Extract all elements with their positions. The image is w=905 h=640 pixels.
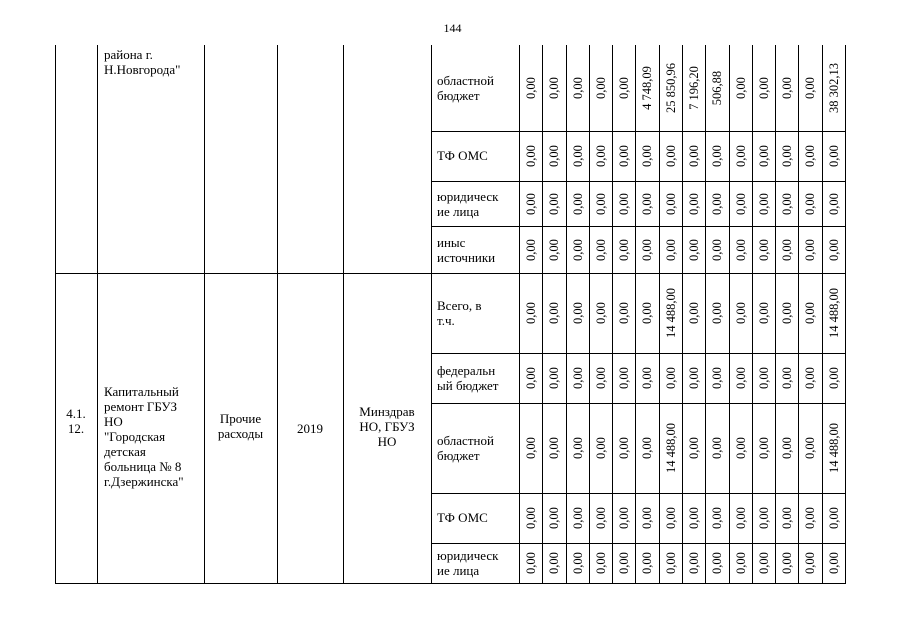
- value-text: 0,00: [547, 192, 561, 215]
- value-text: 0,00: [640, 192, 654, 215]
- item-value-cell: [635, 353, 659, 403]
- value-text: 0,00: [733, 77, 748, 99]
- item-value-cell: [822, 493, 845, 543]
- cont-source-label: областной бюджет: [437, 73, 494, 103]
- item-value-cell: [822, 273, 845, 353]
- value-text: 0,00: [523, 192, 538, 215]
- item-source-label: федеральн ый бюджет: [437, 363, 499, 393]
- item-value-cell: [682, 273, 705, 353]
- executor: Минздрав НО, ГБУЗ НО: [359, 404, 415, 449]
- value-text: 0,00: [523, 437, 538, 459]
- item-value-cell: [519, 353, 542, 403]
- cont-value-cell: [542, 45, 566, 131]
- value-text: 0,00: [686, 145, 701, 167]
- value-text: 0,00: [803, 302, 817, 324]
- value-text: 0,00: [640, 437, 654, 459]
- value-text: 0,00: [686, 238, 701, 261]
- value-text: 0,00: [733, 145, 748, 167]
- value-text: 0,00: [710, 552, 724, 574]
- item-value-cell: [519, 273, 542, 353]
- value-text: 0,00: [523, 507, 538, 529]
- item-value-cell: [822, 403, 845, 493]
- value-text: 0,00: [616, 367, 631, 389]
- value-text: 0,00: [547, 77, 561, 99]
- value-text: 0,00: [640, 552, 654, 574]
- value-text: 0,00: [756, 77, 771, 99]
- cont-value-cell: [775, 45, 798, 131]
- value-text: 14 488,00: [663, 423, 678, 473]
- value-text: 25 850,96: [663, 63, 678, 113]
- cont-value-cell: [682, 131, 705, 181]
- cont-value-cell: [635, 226, 659, 273]
- cont-value-cell: [659, 226, 682, 273]
- value-text: 0,00: [779, 437, 794, 459]
- value-text: 0,00: [593, 192, 608, 215]
- value-text: 0,00: [570, 552, 585, 574]
- value-text: 0,00: [593, 507, 608, 529]
- item-value-cell: [635, 493, 659, 543]
- cont-value-cell: [752, 181, 775, 226]
- cont-value-cell: [775, 131, 798, 181]
- value-text: 0,00: [733, 437, 748, 459]
- item-value-cell: [775, 543, 798, 583]
- item-value-cell: [635, 403, 659, 493]
- cont-value-cell: [612, 181, 635, 226]
- value-text: 0,00: [779, 302, 794, 324]
- value-text: 0,00: [547, 437, 561, 459]
- item-value-cell: [519, 543, 542, 583]
- value-text: 0,00: [733, 192, 748, 215]
- item-value-cell: [542, 493, 566, 543]
- item-value-cell: [566, 403, 589, 493]
- cont-value-cell: [822, 226, 845, 273]
- cont-value-cell: [566, 181, 589, 226]
- value-text: 0,00: [523, 145, 538, 167]
- item-value-cell: [729, 543, 752, 583]
- item-value-cell: [566, 543, 589, 583]
- cont-value-cell: [752, 45, 775, 131]
- value-text: 0,00: [756, 302, 771, 324]
- value-text: 0,00: [570, 192, 585, 215]
- cont-source-label: юридическ ие лица: [437, 188, 499, 219]
- item-value-cell: [542, 403, 566, 493]
- value-text: 0,00: [570, 302, 585, 324]
- cont-value-cell: [589, 131, 612, 181]
- cont-value-cell: [705, 226, 729, 273]
- item-value-cell: [798, 403, 822, 493]
- cont-value-cell: [659, 131, 682, 181]
- cont-value-cell: [635, 45, 659, 131]
- item-value-cell: [542, 543, 566, 583]
- value-text: 0,00: [779, 552, 794, 574]
- cont-value-cell: [798, 45, 822, 131]
- value-text: 0,00: [570, 367, 585, 389]
- value-text: 0,00: [733, 552, 748, 574]
- cont-value-cell: [566, 45, 589, 131]
- value-text: 0,00: [756, 552, 771, 574]
- value-text: 0,00: [826, 507, 841, 529]
- item-value-cell: [705, 493, 729, 543]
- item-value-cell: [822, 543, 845, 583]
- item-source-label: областной бюджет: [437, 433, 494, 463]
- cont-value-cell: [519, 226, 542, 273]
- value-text: 0,00: [710, 437, 724, 459]
- item-value-cell: [752, 353, 775, 403]
- value-text: 0,00: [663, 192, 678, 215]
- value-text: 0,00: [663, 238, 678, 261]
- value-text: 0,00: [826, 192, 841, 215]
- value-text: 0,00: [756, 238, 771, 261]
- cont-value-cell: [752, 226, 775, 273]
- cont-value-cell: [798, 131, 822, 181]
- item-source-label: Всего, в т.ч.: [437, 298, 482, 328]
- value-text: 14 488,00: [826, 288, 841, 338]
- value-text: 0,00: [616, 192, 631, 215]
- item-value-cell: [566, 273, 589, 353]
- cont-value-cell: [519, 131, 542, 181]
- value-text: 0,00: [523, 367, 538, 389]
- value-text: 0,00: [616, 145, 631, 167]
- value-text: 0,00: [640, 238, 654, 261]
- cont-value-cell: [542, 226, 566, 273]
- value-text: 0,00: [733, 507, 748, 529]
- value-text: 0,00: [547, 552, 561, 574]
- item-value-cell: [775, 353, 798, 403]
- value-text: 0,00: [640, 367, 654, 389]
- value-text: 0,00: [570, 507, 585, 529]
- value-text: 0,00: [803, 77, 817, 99]
- value-text: 0,00: [663, 367, 678, 389]
- value-text: 0,00: [593, 238, 608, 261]
- value-text: 0,00: [523, 77, 538, 99]
- cont-value-cell: [589, 181, 612, 226]
- cont-value-cell: [589, 226, 612, 273]
- item-value-cell: [798, 273, 822, 353]
- value-text: 0,00: [616, 507, 631, 529]
- cont-value-cell: [822, 45, 845, 131]
- cont-value-cell: [542, 181, 566, 226]
- item-value-cell: [612, 403, 635, 493]
- page-number: 144: [443, 21, 462, 35]
- item-value-cell: [566, 493, 589, 543]
- value-text: 0,00: [616, 77, 631, 99]
- item-value-cell: [775, 273, 798, 353]
- value-text: 0,00: [686, 367, 701, 389]
- cont-value-cell: [822, 181, 845, 226]
- value-text: 0,00: [710, 367, 724, 389]
- value-text: 0,00: [710, 302, 724, 324]
- cont-value-cell: [705, 45, 729, 131]
- value-text: 0,00: [547, 145, 561, 167]
- cont-value-cell: [705, 131, 729, 181]
- item-source-label: ТФ ОМС: [437, 510, 488, 525]
- value-text: 0,00: [593, 437, 608, 459]
- expense-type: Прочие расходы: [217, 411, 264, 441]
- cont-value-cell: [612, 45, 635, 131]
- cont-value-cell: [822, 131, 845, 181]
- cont-value-cell: [729, 131, 752, 181]
- item-value-cell: [752, 543, 775, 583]
- cont-value-cell: [729, 226, 752, 273]
- cont-value-cell: [798, 226, 822, 273]
- cont-source-label: иныс источники: [437, 234, 496, 265]
- value-text: 0,00: [779, 367, 794, 389]
- value-text: 0,00: [616, 437, 631, 459]
- item-value-cell: [659, 493, 682, 543]
- cont-value-cell: [612, 131, 635, 181]
- value-text: 0,00: [733, 367, 748, 389]
- value-text: 0,00: [803, 367, 817, 389]
- value-text: 0,00: [640, 145, 654, 167]
- cont-value-cell: [705, 181, 729, 226]
- value-text: 0,00: [826, 552, 841, 574]
- value-text: 0,00: [593, 302, 608, 324]
- value-text: 4 748,09: [640, 66, 654, 110]
- value-text: 0,00: [570, 145, 585, 167]
- value-text: 0,00: [570, 238, 585, 261]
- cont-value-cell: [519, 45, 542, 131]
- item-value-cell: [612, 273, 635, 353]
- cont-value-cell: [682, 45, 705, 131]
- value-text: 0,00: [803, 437, 817, 459]
- cont-value-cell: [542, 131, 566, 181]
- item-value-cell: [635, 543, 659, 583]
- cont-value-cell: [635, 181, 659, 226]
- cont-source-label: ТФ ОМС: [437, 148, 488, 163]
- item-value-cell: [635, 273, 659, 353]
- item-value-cell: [705, 543, 729, 583]
- item-value-cell: [752, 493, 775, 543]
- item-value-cell: [822, 353, 845, 403]
- cont-value-cell: [752, 131, 775, 181]
- value-text: 0,00: [686, 302, 701, 324]
- item-value-cell: [682, 493, 705, 543]
- value-text: 0,00: [733, 302, 748, 324]
- value-text: 0,00: [756, 192, 771, 215]
- cont-value-cell: [729, 181, 752, 226]
- value-text: 0,00: [640, 507, 654, 529]
- item-value-cell: [705, 273, 729, 353]
- value-text: 14 488,00: [826, 423, 841, 473]
- grid-vline: [277, 45, 278, 583]
- value-text: 0,00: [803, 507, 817, 529]
- item-value-cell: [659, 353, 682, 403]
- value-text: 0,00: [593, 552, 608, 574]
- cont-value-cell: [589, 45, 612, 131]
- value-text: 0,00: [616, 238, 631, 261]
- item-value-cell: [798, 353, 822, 403]
- cont-value-cell: [682, 226, 705, 273]
- value-text: 0,00: [826, 238, 841, 261]
- item-value-cell: [589, 403, 612, 493]
- item-value-cell: [612, 493, 635, 543]
- value-text: 7 196,20: [686, 66, 701, 110]
- value-text: 0,00: [779, 238, 794, 261]
- value-text: 0,00: [803, 552, 817, 574]
- item-source-label: юридическ ие лица: [437, 548, 499, 578]
- item-number: 4.1. 12.: [66, 406, 86, 436]
- item-value-cell: [752, 403, 775, 493]
- item-value-cell: [752, 273, 775, 353]
- item-value-cell: [589, 353, 612, 403]
- value-text: 0,00: [547, 302, 561, 324]
- item-value-cell: [542, 273, 566, 353]
- value-text: 0,00: [756, 437, 771, 459]
- item-value-cell: [798, 493, 822, 543]
- value-text: 0,00: [756, 145, 771, 167]
- value-text: 0,00: [547, 238, 561, 261]
- grid-vline: [55, 45, 56, 583]
- value-text: 0,00: [547, 507, 561, 529]
- value-text: 0,00: [803, 238, 817, 261]
- value-text: 0,00: [779, 145, 794, 167]
- item-value-cell: [612, 353, 635, 403]
- item-value-cell: [589, 273, 612, 353]
- grid-vline: [97, 45, 98, 583]
- item-value-cell: [729, 493, 752, 543]
- value-text: 0,00: [803, 192, 817, 215]
- value-text: 0,00: [616, 302, 631, 324]
- item-value-cell: [659, 543, 682, 583]
- item-value-cell: [682, 403, 705, 493]
- grid-vline: [343, 45, 344, 583]
- value-text: 0,00: [593, 145, 608, 167]
- value-text: 0,00: [640, 302, 654, 324]
- cont-value-cell: [798, 181, 822, 226]
- cont-value-cell: [566, 131, 589, 181]
- object-name: Капитальный ремонт ГБУЗ НО "Городская детская больница № 8 г.Дзержинска": [104, 384, 184, 489]
- value-text: 506,88: [710, 70, 724, 106]
- value-text: 0,00: [826, 367, 841, 389]
- grid-hline-full: [55, 583, 846, 584]
- item-value-cell: [566, 353, 589, 403]
- value-text: 0,00: [826, 145, 841, 167]
- item-value-cell: [705, 353, 729, 403]
- cont-value-cell: [519, 181, 542, 226]
- item-value-cell: [589, 493, 612, 543]
- value-text: 0,00: [523, 238, 538, 261]
- value-text: 0,00: [779, 507, 794, 529]
- item-value-cell: [729, 353, 752, 403]
- item-value-cell: [519, 403, 542, 493]
- item-value-cell: [589, 543, 612, 583]
- value-text: 0,00: [710, 145, 724, 167]
- grid-vline: [845, 45, 846, 583]
- value-text: 0,00: [710, 507, 724, 529]
- value-text: 0,00: [710, 192, 724, 215]
- item-value-cell: [798, 543, 822, 583]
- budget-table: [55, 45, 865, 583]
- value-text: 0,00: [686, 437, 701, 459]
- value-text: 0,00: [616, 552, 631, 574]
- value-text: 38 302,13: [826, 63, 841, 113]
- item-value-cell: [775, 403, 798, 493]
- cont-value-cell: [775, 181, 798, 226]
- item-value-cell: [519, 493, 542, 543]
- value-text: 0,00: [663, 507, 678, 529]
- cont-value-cell: [659, 45, 682, 131]
- cont-value-cell: [612, 226, 635, 273]
- value-text: 14 488,00: [663, 288, 678, 338]
- cont-value-cell: [775, 226, 798, 273]
- item-value-cell: [705, 403, 729, 493]
- cont-value-cell: [566, 226, 589, 273]
- item-value-cell: [729, 273, 752, 353]
- value-text: 0,00: [686, 507, 701, 529]
- value-text: 0,00: [570, 77, 585, 99]
- value-text: 0,00: [779, 77, 794, 99]
- value-text: 0,00: [547, 367, 561, 389]
- grid-vline: [431, 45, 432, 583]
- value-text: 0,00: [686, 552, 701, 574]
- cont-value-cell: [729, 45, 752, 131]
- value-text: 0,00: [756, 507, 771, 529]
- value-text: 0,00: [779, 192, 794, 215]
- item-value-cell: [542, 353, 566, 403]
- cont-value-cell: [635, 131, 659, 181]
- value-text: 0,00: [523, 302, 538, 324]
- object-name-continued: района г. Н.Новгорода": [104, 47, 181, 77]
- cont-value-cell: [682, 181, 705, 226]
- item-value-cell: [682, 543, 705, 583]
- value-text: 0,00: [803, 145, 817, 167]
- value-text: 0,00: [593, 367, 608, 389]
- value-text: 0,00: [593, 77, 608, 99]
- year: 2019: [297, 421, 323, 436]
- item-value-cell: [729, 403, 752, 493]
- value-text: 0,00: [523, 552, 538, 574]
- item-value-cell: [612, 543, 635, 583]
- value-text: 0,00: [663, 552, 678, 574]
- value-text: 0,00: [710, 238, 724, 261]
- item-value-cell: [682, 353, 705, 403]
- value-text: 0,00: [756, 367, 771, 389]
- value-text: 0,00: [733, 238, 748, 261]
- item-value-cell: [659, 403, 682, 493]
- grid-vline: [204, 45, 205, 583]
- item-value-cell: [659, 273, 682, 353]
- value-text: 0,00: [570, 437, 585, 459]
- value-text: 0,00: [663, 145, 678, 167]
- value-text: 0,00: [686, 192, 701, 215]
- item-value-cell: [775, 493, 798, 543]
- cont-value-cell: [659, 181, 682, 226]
